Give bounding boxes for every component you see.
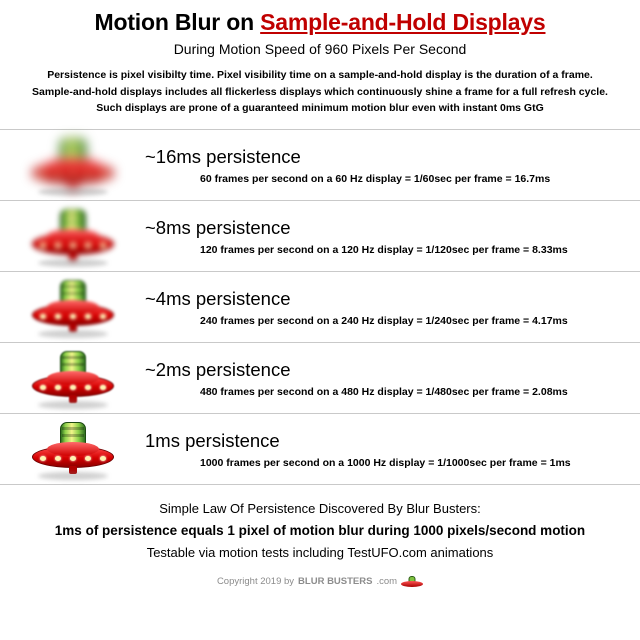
ufo-saucer-top — [47, 229, 99, 243]
brand-tld: .com — [376, 576, 398, 588]
ufo-lights — [40, 171, 106, 177]
ufo-icon — [25, 134, 121, 196]
row-text — [145, 430, 640, 469]
ufo-shadow — [38, 259, 108, 267]
ufo-saucer-top — [47, 158, 99, 172]
ufo-lights — [40, 384, 106, 390]
copyright-prefix: Copyright 2019 by — [216, 576, 295, 588]
intro-line-1: Persistence is pixel visibilty time. Pixel visibility time on a sample-and-hold display is the duration of a frame. — [47, 69, 593, 82]
ufo-saucer-top — [47, 371, 99, 385]
footer-line-1: Simple Law Of Persistence Discovered By Blur Busters: — [159, 501, 481, 517]
table-row — [0, 343, 640, 414]
persistence-label: ~16ms persistence — [145, 145, 301, 167]
header — [0, 0, 640, 120]
footer-line-3: Testable via motion tests including TestUFO.com animations — [146, 545, 494, 561]
ufo-saucer-top — [47, 300, 99, 314]
ufo-cell — [0, 272, 145, 342]
ufo-cell — [0, 130, 145, 200]
ufo-dome-stripe — [62, 143, 84, 146]
persistence-label: 1ms persistence — [145, 429, 280, 451]
page-title — [10, 10, 630, 35]
persistence-detail: 1000 frames per second on a 1000 Hz display = 1/1000sec per frame = 1ms — [200, 456, 571, 469]
table-row — [0, 201, 640, 272]
intro-paragraph — [10, 67, 630, 116]
ufo-lights — [40, 455, 106, 461]
table-row — [0, 414, 640, 485]
copyright — [0, 576, 640, 587]
ufo-dome-stripe — [62, 363, 84, 366]
ufo-dome-stripe — [62, 285, 84, 288]
footer-line-2: 1ms of persistence equals 1 pixel of motion blur during 1000 pixels/second motion — [54, 523, 586, 539]
ufo-shadow — [38, 330, 108, 338]
ufo-dome-stripe — [62, 356, 84, 359]
ufo-shadow — [38, 188, 108, 196]
page-title-plain: Motion Blur on — [94, 9, 261, 35]
mini-ufo-icon — [401, 576, 423, 587]
ufo-cell — [0, 343, 145, 413]
table-row — [0, 130, 640, 201]
persistence-detail: 120 frames per second on a 120 Hz display = 1/120sec per frame = 8.33ms — [200, 243, 568, 256]
ufo-shadow — [38, 401, 108, 409]
ufo-dome-stripe — [62, 150, 84, 153]
ufo-icon — [25, 347, 121, 409]
persistence-detail: 480 frames per second on a 480 Hz display = 1/480sec per frame = 2.08ms — [200, 385, 568, 398]
row-text — [145, 359, 640, 398]
ufo-icon — [25, 276, 121, 338]
persistence-label: ~8ms persistence — [145, 216, 291, 238]
ufo-cell — [0, 201, 145, 271]
ufo-shadow — [38, 472, 108, 480]
intro-line-2: Sample-and-hold displays includes all flickerless displays which continuously shine a frame for a full refresh cycle. — [32, 85, 608, 98]
intro-line-3: Such displays are prone of a guaranteed minimum motion blur even with instant 0ms GtG — [96, 101, 544, 114]
ufo-dome-stripe — [62, 427, 84, 430]
footer — [0, 501, 640, 560]
ufo-saucer-top — [47, 442, 99, 456]
page-title-highlight: Sample-and-Hold Displays — [260, 9, 546, 35]
persistence-detail: 60 frames per second on a 60 Hz display = 1/60sec per frame = 16.7ms — [200, 172, 551, 185]
brand-name: BLUR BUSTERS — [298, 576, 373, 588]
page-subtitle: During Motion Speed of 960 Pixels Per Second — [173, 41, 467, 58]
ufo-icon — [25, 205, 121, 267]
ufo-cell — [0, 414, 145, 484]
row-text — [145, 217, 640, 256]
row-text — [145, 146, 640, 185]
ufo-dome-stripe — [62, 434, 84, 437]
ufo-lights — [40, 242, 106, 248]
row-text — [145, 288, 640, 327]
persistence-detail: 240 frames per second on a 240 Hz display = 1/240sec per frame = 4.17ms — [200, 314, 568, 327]
persistence-rows — [0, 129, 640, 485]
ufo-dome-stripe — [62, 214, 84, 217]
ufo-dome-stripe — [62, 292, 84, 295]
ufo-dome-stripe — [62, 221, 84, 224]
ufo-icon — [25, 418, 121, 480]
persistence-label: ~2ms persistence — [145, 358, 291, 380]
table-row — [0, 272, 640, 343]
persistence-label: ~4ms persistence — [145, 287, 291, 309]
ufo-lights — [40, 313, 106, 319]
